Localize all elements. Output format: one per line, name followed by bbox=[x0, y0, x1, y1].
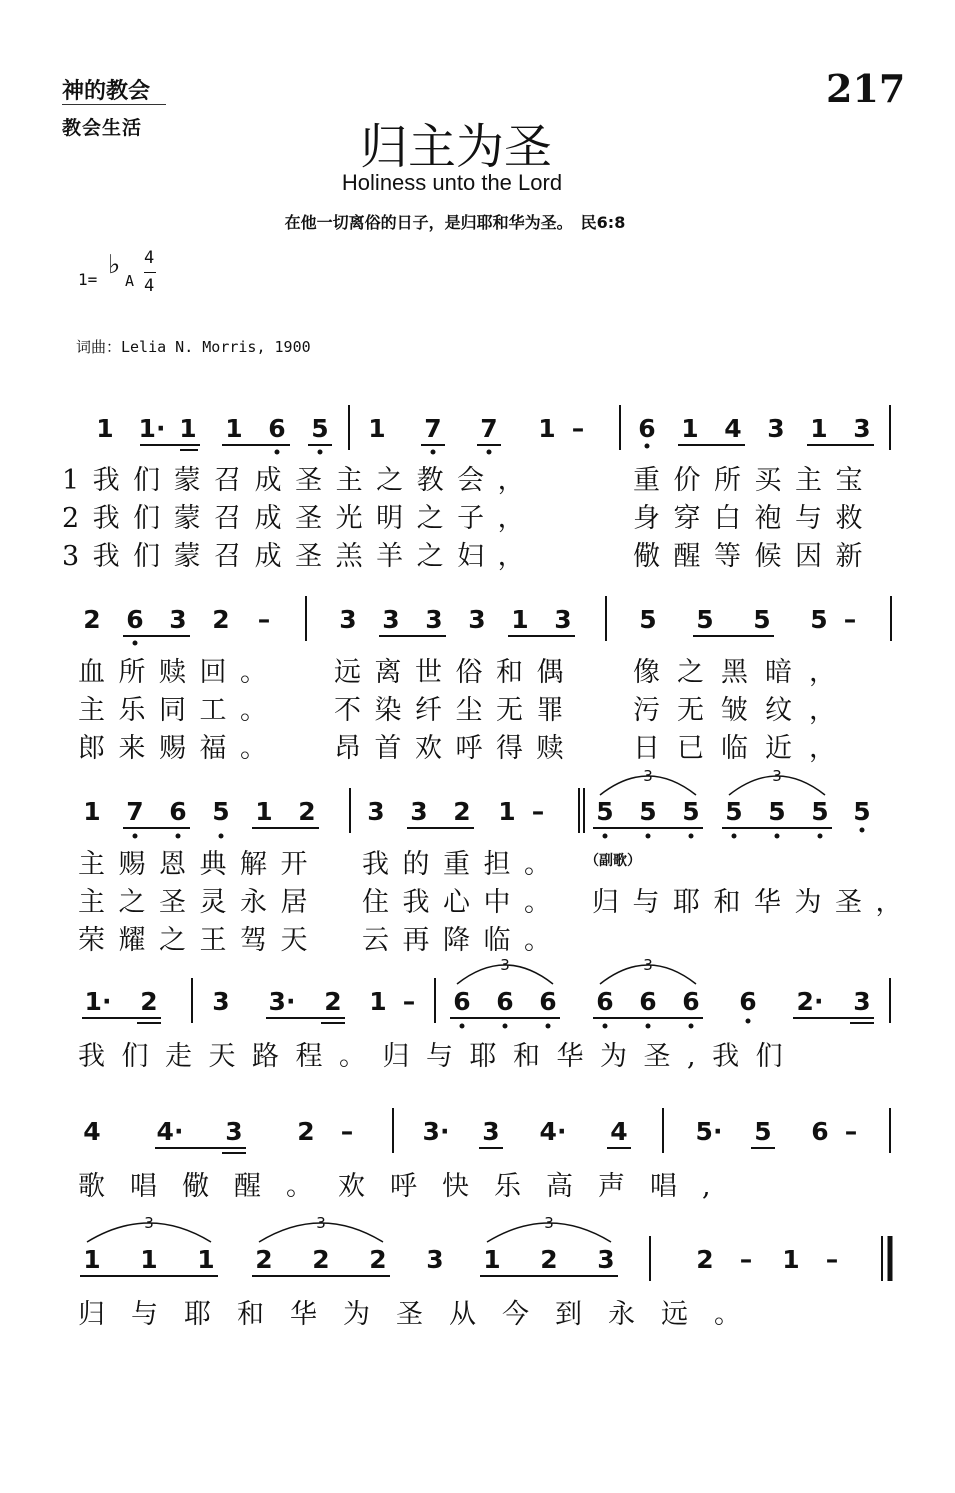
low-octave-dot bbox=[546, 1024, 551, 1029]
triplet-number: 3 bbox=[144, 1214, 154, 1232]
note: 6 bbox=[596, 987, 614, 1016]
system-2-notes bbox=[83, 605, 856, 634]
system-3-dots bbox=[133, 828, 865, 839]
key-prefix: 1= bbox=[78, 270, 98, 289]
time-signature-top: 4 bbox=[144, 248, 155, 268]
note: 5 bbox=[212, 797, 230, 826]
low-octave-dot bbox=[133, 641, 138, 646]
dash: – bbox=[340, 1117, 354, 1146]
low-octave-dot bbox=[219, 834, 224, 839]
note: 3 bbox=[212, 987, 230, 1016]
hymn-title: 归主为圣 bbox=[359, 119, 552, 175]
note: 2 bbox=[312, 1245, 330, 1274]
triplet-number: 3 bbox=[544, 1214, 554, 1232]
note: 1· bbox=[138, 414, 166, 443]
key-note: A bbox=[125, 272, 135, 290]
note: 6 bbox=[739, 987, 757, 1016]
note: 4· bbox=[156, 1117, 184, 1146]
note: 7 bbox=[480, 414, 498, 443]
note: 5 bbox=[639, 605, 657, 634]
note: 3 bbox=[410, 797, 428, 826]
note: 3 bbox=[853, 414, 871, 443]
low-octave-dot bbox=[133, 834, 138, 839]
note: 1 bbox=[83, 1245, 101, 1274]
note: 5 bbox=[311, 414, 329, 443]
hymn-title-english: Holiness unto the Lord bbox=[341, 170, 563, 195]
note: 1 bbox=[782, 1245, 800, 1274]
note: 3 bbox=[382, 605, 400, 634]
subcategory-label: 教会生活 bbox=[62, 117, 143, 139]
note: 5 bbox=[810, 605, 828, 634]
system-1-notes bbox=[96, 414, 870, 443]
note: 5 bbox=[811, 797, 829, 826]
dash: – bbox=[571, 414, 585, 443]
note: 1· bbox=[84, 987, 112, 1016]
note: 4· bbox=[539, 1117, 567, 1146]
low-octave-dot bbox=[732, 834, 737, 839]
triplet-number: 3 bbox=[316, 1214, 326, 1232]
note: 5 bbox=[753, 605, 771, 634]
note: 1 bbox=[368, 414, 386, 443]
refrain-label: （副歌） bbox=[585, 853, 641, 869]
lyric-line-2-v3: 郎来赐福。 bbox=[78, 733, 281, 764]
lyric-line-5: 歌唱儆醒。欢呼快乐高声唱, bbox=[78, 1171, 736, 1202]
system-3-triplet-labels bbox=[643, 767, 782, 785]
note: 1 bbox=[498, 797, 516, 826]
note: 5 bbox=[725, 797, 743, 826]
system-6-triplet-arcs bbox=[87, 1223, 611, 1242]
lyric-line-2c-v1: 像之黑暗， bbox=[633, 657, 853, 688]
low-octave-dot bbox=[275, 450, 280, 455]
note: 3 bbox=[426, 1245, 444, 1274]
dash: – bbox=[844, 1117, 858, 1146]
note: 5 bbox=[696, 605, 714, 634]
note: 2 bbox=[369, 1245, 387, 1274]
note: 6 bbox=[496, 987, 514, 1016]
note: 3· bbox=[422, 1117, 450, 1146]
note: 5 bbox=[682, 797, 700, 826]
note: 1 bbox=[140, 1245, 158, 1274]
note: 2 bbox=[83, 605, 101, 634]
note: 3 bbox=[597, 1245, 615, 1274]
low-octave-dot bbox=[460, 1024, 465, 1029]
note: 3 bbox=[468, 605, 486, 634]
note: 2 bbox=[696, 1245, 714, 1274]
system-2-dots bbox=[133, 641, 138, 646]
note: 2 bbox=[540, 1245, 558, 1274]
low-octave-dot bbox=[431, 450, 436, 455]
note: 1 bbox=[225, 414, 243, 443]
lyric-line-2b-v3: 昂首欢呼得赎 bbox=[334, 733, 577, 764]
dash: – bbox=[402, 987, 416, 1016]
system-4-triplet-labels bbox=[500, 956, 653, 974]
credits: 词曲：Lelia N. Morris, 1900 bbox=[76, 338, 311, 356]
system-3-triplet-arcs bbox=[600, 776, 825, 795]
note: 6 bbox=[639, 987, 657, 1016]
note: 6 bbox=[638, 414, 656, 443]
category-label: 神的教会 bbox=[62, 78, 151, 104]
lyric-line-2c-v3: 日已临近， bbox=[633, 733, 853, 764]
lyric-line-1b-v1: 重价所买主宝 bbox=[633, 465, 876, 496]
triplet-number: 3 bbox=[500, 956, 510, 974]
note: 2 bbox=[140, 987, 158, 1016]
system-3-notes bbox=[83, 797, 870, 826]
note: 2 bbox=[324, 987, 342, 1016]
note: 1 bbox=[681, 414, 699, 443]
triplet-number: 3 bbox=[643, 956, 653, 974]
note: 5 bbox=[596, 797, 614, 826]
note: 2 bbox=[212, 605, 230, 634]
system-6-notes bbox=[83, 1245, 838, 1274]
lyric-line-1b-v2: 身穿白袍与救 bbox=[633, 503, 876, 534]
note: 6 bbox=[539, 987, 557, 1016]
note: 1 bbox=[96, 414, 114, 443]
system-4-notes bbox=[85, 987, 871, 1016]
note: 3 bbox=[482, 1117, 500, 1146]
note: 1 bbox=[197, 1245, 215, 1274]
note: 1 bbox=[255, 797, 273, 826]
low-octave-dot bbox=[818, 834, 823, 839]
note: 5· bbox=[695, 1117, 723, 1146]
note: 2 bbox=[453, 797, 471, 826]
system-4-beams bbox=[82, 1018, 874, 1023]
lyric-line-2c-v2: 污无皱纹， bbox=[633, 695, 853, 726]
system-4-triplet-arcs bbox=[457, 965, 696, 984]
lyric-line-1-v1: 1我们蒙召成圣主之教会， bbox=[62, 465, 539, 496]
note: 3 bbox=[225, 1117, 243, 1146]
low-octave-dot bbox=[503, 1024, 508, 1029]
page-number: 217 bbox=[826, 66, 906, 111]
note: 2 bbox=[297, 1117, 315, 1146]
note: 4 bbox=[724, 414, 742, 443]
note: 5 bbox=[754, 1117, 772, 1146]
low-octave-dot bbox=[775, 834, 780, 839]
note: 1 bbox=[483, 1245, 501, 1274]
lyric-line-3-v3: 荣耀之王驾天 bbox=[78, 925, 321, 956]
scripture-epigraph: 在他一切离俗的日子，是归耶和华为圣。 民6:8 bbox=[284, 213, 626, 232]
note: 4 bbox=[610, 1117, 628, 1146]
note: 3 bbox=[339, 605, 357, 634]
note: 1 bbox=[810, 414, 828, 443]
lyric-line-2b-v1: 远离世俗和偶 bbox=[334, 657, 577, 688]
note: 6 bbox=[126, 605, 144, 634]
system-4-dots bbox=[460, 1019, 751, 1029]
lyric-line-1-v2: 2我们蒙召成圣光明之子， bbox=[62, 503, 539, 534]
note: 3 bbox=[767, 414, 785, 443]
note: 3 bbox=[367, 797, 385, 826]
note: 5 bbox=[853, 797, 871, 826]
low-octave-dot bbox=[645, 444, 650, 449]
note: 2· bbox=[796, 987, 824, 1016]
note: 7 bbox=[424, 414, 442, 443]
low-octave-dot bbox=[689, 1024, 694, 1029]
lyric-line-2-v2: 主乐同工。 bbox=[78, 695, 281, 726]
lyric-line-2-v1: 血所赎回。 bbox=[78, 657, 281, 688]
low-octave-dot bbox=[487, 450, 492, 455]
note: 3 bbox=[169, 605, 187, 634]
low-octave-dot bbox=[603, 834, 608, 839]
note: 1 bbox=[511, 605, 529, 634]
low-octave-dot bbox=[646, 834, 651, 839]
lyric-line-3-v2: 主之圣灵永居 bbox=[78, 887, 321, 918]
system-6-barlines bbox=[650, 1236, 890, 1281]
note: 6 bbox=[268, 414, 286, 443]
low-octave-dot bbox=[176, 834, 181, 839]
low-octave-dot bbox=[646, 1024, 651, 1029]
lyric-line-3b-v1: 我的重担。 bbox=[362, 849, 565, 880]
lyric-line-4: 我们走天路程。归与耶和华为圣,我们 bbox=[78, 1041, 800, 1072]
note: 6 bbox=[682, 987, 700, 1016]
lyric-line-3c-v2: 归与耶和华为圣， bbox=[592, 887, 916, 918]
note: 1 bbox=[179, 414, 197, 443]
note: 3 bbox=[425, 605, 443, 634]
dash: – bbox=[825, 1245, 839, 1274]
note: 2 bbox=[298, 797, 316, 826]
flat-sign: ♭ bbox=[108, 250, 121, 280]
lyric-line-3b-v3: 云再降临。 bbox=[362, 925, 565, 956]
note: 7 bbox=[126, 797, 144, 826]
note: 2 bbox=[255, 1245, 273, 1274]
triplet-number: 3 bbox=[643, 767, 653, 785]
lyric-line-6: 归与耶和华为圣从今到永远。 bbox=[78, 1299, 767, 1330]
system-1-beams bbox=[140, 445, 874, 450]
note: 3· bbox=[268, 987, 296, 1016]
system-5-notes bbox=[83, 1117, 857, 1146]
low-octave-dot bbox=[860, 828, 865, 833]
note: 1 bbox=[538, 414, 556, 443]
system-6-triplet-labels bbox=[144, 1214, 554, 1232]
low-octave-dot bbox=[318, 450, 323, 455]
note: 6 bbox=[169, 797, 187, 826]
note: 1 bbox=[83, 797, 101, 826]
low-octave-dot bbox=[603, 1024, 608, 1029]
note: 3 bbox=[554, 605, 572, 634]
note: 3 bbox=[853, 987, 871, 1016]
dash: – bbox=[739, 1245, 753, 1274]
system-5-beams bbox=[155, 1148, 775, 1153]
note: 4 bbox=[83, 1117, 101, 1146]
note: 5 bbox=[639, 797, 657, 826]
note: 1 bbox=[369, 987, 387, 1016]
lyric-line-2b-v2: 不染纤尘无罪 bbox=[334, 695, 577, 726]
note: 6 bbox=[453, 987, 471, 1016]
low-octave-dot bbox=[689, 834, 694, 839]
dash: – bbox=[843, 605, 857, 634]
note: 6 bbox=[811, 1117, 829, 1146]
lyric-line-1-v3: 3我们蒙召成圣羔羊之妇， bbox=[62, 541, 539, 572]
lyric-line-3b-v2: 住我心中。 bbox=[362, 887, 565, 918]
note: 5 bbox=[768, 797, 786, 826]
dash: – bbox=[531, 797, 545, 826]
dash: – bbox=[257, 605, 271, 634]
low-octave-dot bbox=[746, 1019, 751, 1024]
lyric-line-1b-v3: 儆醒等候因新 bbox=[633, 541, 876, 572]
lyric-line-3-v1: 主赐恩典解开 bbox=[78, 849, 321, 880]
triplet-number: 3 bbox=[772, 767, 782, 785]
time-signature-bottom: 4 bbox=[144, 276, 155, 296]
